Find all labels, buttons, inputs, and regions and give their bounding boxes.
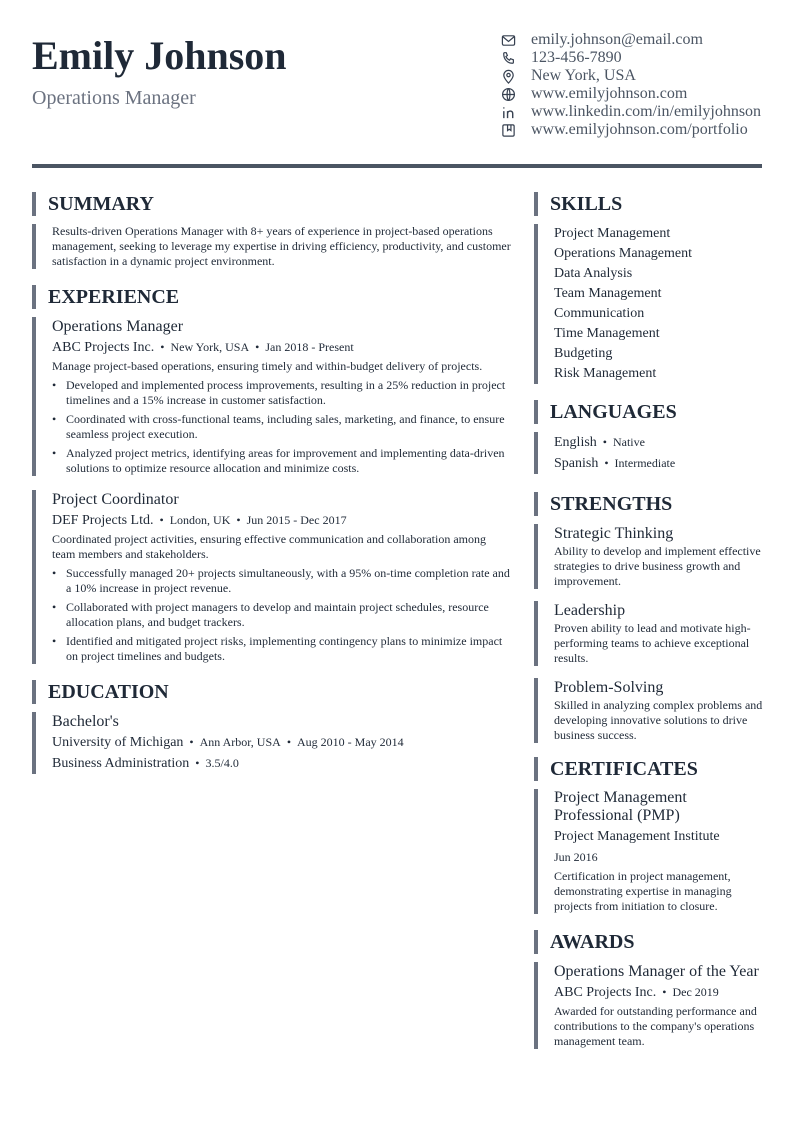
award-item (534, 962, 764, 1049)
list-item: • Developed and implemented process improvements, resulting in a 25% reduction in project timelines and a 15% increase in customer satisfaction. (52, 378, 512, 408)
certificate-text: Certification in project management, demonstrating expertise in managing projects from initiation to closure. (554, 869, 732, 913)
candidate-role: Operations Manager (32, 87, 196, 109)
job-location: New York, USA (170, 340, 250, 354)
certificate-name: Project Management Professional (PMP) (554, 789, 687, 824)
language-item (554, 432, 764, 453)
strength-text: Proven ability to lead and motivate high-performing teams to achieve exceptional results. (554, 621, 751, 665)
job-description: Coordinated project activities, ensuring effective communication and collaboration among team members and stakeholders. (52, 532, 486, 561)
separator-dot: • (602, 435, 607, 449)
education-block (32, 712, 512, 774)
job-bullets (52, 566, 512, 664)
award-issuer: ABC Projects Inc. (554, 985, 657, 1000)
strength-item (534, 601, 764, 666)
education-school: University of Michigan (52, 735, 184, 750)
language-level: Native (612, 435, 645, 449)
job-meta (52, 510, 512, 531)
skills-heading: SKILLS (534, 192, 764, 216)
education-degree: Bachelor's (52, 713, 119, 730)
strength-text: Ability to develop and implement effective strategies to drive business growth and improvement. (554, 544, 761, 588)
contact-list (499, 31, 764, 139)
resume-header (32, 30, 762, 150)
skill-item: Project Management (554, 226, 671, 241)
summary-heading: SUMMARY (32, 192, 512, 216)
left-column (32, 190, 512, 774)
skill-item: Time Management (554, 326, 660, 341)
right-column (534, 190, 764, 1049)
separator-dot: • (662, 985, 667, 999)
skills-block (534, 224, 764, 384)
award-name: Operations Manager of the Year (554, 963, 759, 980)
experience-heading: EXPERIENCE (32, 285, 512, 309)
education-heading: EDUCATION (32, 680, 512, 704)
list-item: • Identified and mitigated project risks, implementing contingency plans to minimize impact on project timelines and budgets. (52, 634, 512, 664)
language-name: Spanish (554, 456, 599, 471)
contact-location-text: New York, USA (531, 67, 636, 84)
list-item: • Coordinated with cross-functional teams, including sales, marketing, and finance, to ensure seamless project execution. (52, 412, 512, 442)
strength-name: Leadership (554, 602, 626, 619)
phone-icon (499, 50, 517, 66)
contact-linkedin-text: www.linkedin.com/in/emilyjohnson (531, 103, 762, 120)
separator-dot: • (189, 735, 194, 749)
contact-phone-text: 123-456-7890 (531, 49, 622, 66)
separator-dot: • (195, 756, 200, 770)
contact-email[interactable] (499, 31, 764, 49)
languages-heading: LANGUAGES (534, 400, 764, 424)
skill-item: Communication (554, 306, 645, 321)
certificate-item (534, 789, 764, 914)
experience-item (32, 317, 512, 476)
award-text: Awarded for outstanding performance and contributions to the company's operations management team. (554, 1004, 757, 1048)
education-gpa: 3.5/4.0 (205, 756, 239, 770)
award-meta (554, 982, 764, 1003)
education-location: Ann Arbor, USA (199, 735, 281, 749)
bookmark-icon (499, 122, 517, 138)
strength-name: Strategic Thinking (554, 525, 674, 542)
job-bullets (52, 378, 512, 476)
job-dates: Jun 2015 - Dec 2017 (246, 513, 347, 527)
certificate-date: Jun 2016 (554, 850, 598, 864)
strength-text: Skilled in analyzing complex problems and developing innovative solutions to drive business success. (554, 698, 763, 742)
summary-text: Results-driven Operations Manager with 8+ years of experience in project-based operations management, seeking to leverage my expertise in driving efficiency, productivity, and customer satisfaction in a dynamic project environment. (52, 224, 511, 268)
education-field-row (52, 753, 512, 774)
contact-website[interactable] (499, 85, 764, 103)
education-field: Business Administration (52, 756, 190, 771)
job-meta (52, 337, 512, 358)
job-company: DEF Projects Ltd. (52, 513, 154, 528)
list-item: • Collaborated with project managers to develop and maintain project schedules, resource allocation plans, and budget trackers. (52, 600, 512, 630)
mail-icon (499, 32, 517, 48)
job-description: Manage project-based operations, ensuring timely and within-budget delivery of projects. (52, 359, 483, 373)
separator-dot: • (236, 513, 241, 527)
list-item: • Successfully managed 20+ projects simultaneously, with a 95% on-time completion rate and a 10% increase in project revenue. (52, 566, 512, 596)
job-position: Operations Manager (52, 318, 184, 335)
skill-item: Operations Management (554, 246, 693, 261)
job-dates: Jan 2018 - Present (265, 340, 354, 354)
skill-item: Data Analysis (554, 266, 633, 281)
contact-website-text: www.emilyjohnson.com (531, 85, 688, 102)
linkedin-icon (499, 104, 517, 120)
education-meta (52, 732, 512, 753)
job-location: London, UK (169, 513, 231, 527)
separator-dot: • (160, 340, 165, 354)
strengths-heading: STRENGTHS (534, 492, 764, 516)
language-item (554, 453, 764, 474)
contact-portfolio-text: www.emilyjohnson.com/portfolio (531, 121, 748, 138)
contact-email-text: emily.johnson@email.com (531, 31, 703, 48)
experience-item (32, 490, 512, 664)
certificate-issuer: Project Management Institute (554, 829, 720, 844)
separator-dot: • (286, 735, 292, 749)
list-item: • Analyzed project metrics, identifying areas for improvement and implementing data-driven solutions to optimize resource allocation and minimize costs. (52, 446, 512, 476)
candidate-name: Emily Johnson (32, 33, 287, 78)
skill-item: Team Management (554, 286, 662, 301)
languages-block (534, 432, 764, 474)
location-pin-icon (499, 68, 517, 84)
strength-item (534, 678, 764, 743)
award-date: Dec 2019 (672, 985, 719, 999)
separator-dot: • (255, 340, 260, 354)
separator-dot: • (159, 513, 164, 527)
awards-heading: AWARDS (534, 930, 764, 954)
contact-phone[interactable] (499, 49, 764, 67)
contact-portfolio[interactable] (499, 121, 764, 139)
summary-block (32, 224, 512, 269)
globe-icon (499, 86, 517, 102)
strength-item (534, 524, 764, 589)
certificates-heading: CERTIFICATES (534, 757, 764, 781)
skill-item: Risk Management (554, 366, 657, 381)
education-dates: Aug 2010 - May 2014 (297, 735, 404, 749)
skill-item: Budgeting (554, 346, 613, 361)
header-divider (32, 164, 762, 168)
contact-location (499, 67, 764, 85)
strength-name: Problem-Solving (554, 679, 664, 696)
job-position: Project Coordinator (52, 491, 179, 508)
separator-dot: • (604, 456, 609, 470)
job-company: ABC Projects Inc. (52, 340, 155, 355)
language-level: Intermediate (614, 456, 676, 470)
contact-linkedin[interactable] (499, 103, 764, 121)
language-name: English (554, 435, 597, 450)
